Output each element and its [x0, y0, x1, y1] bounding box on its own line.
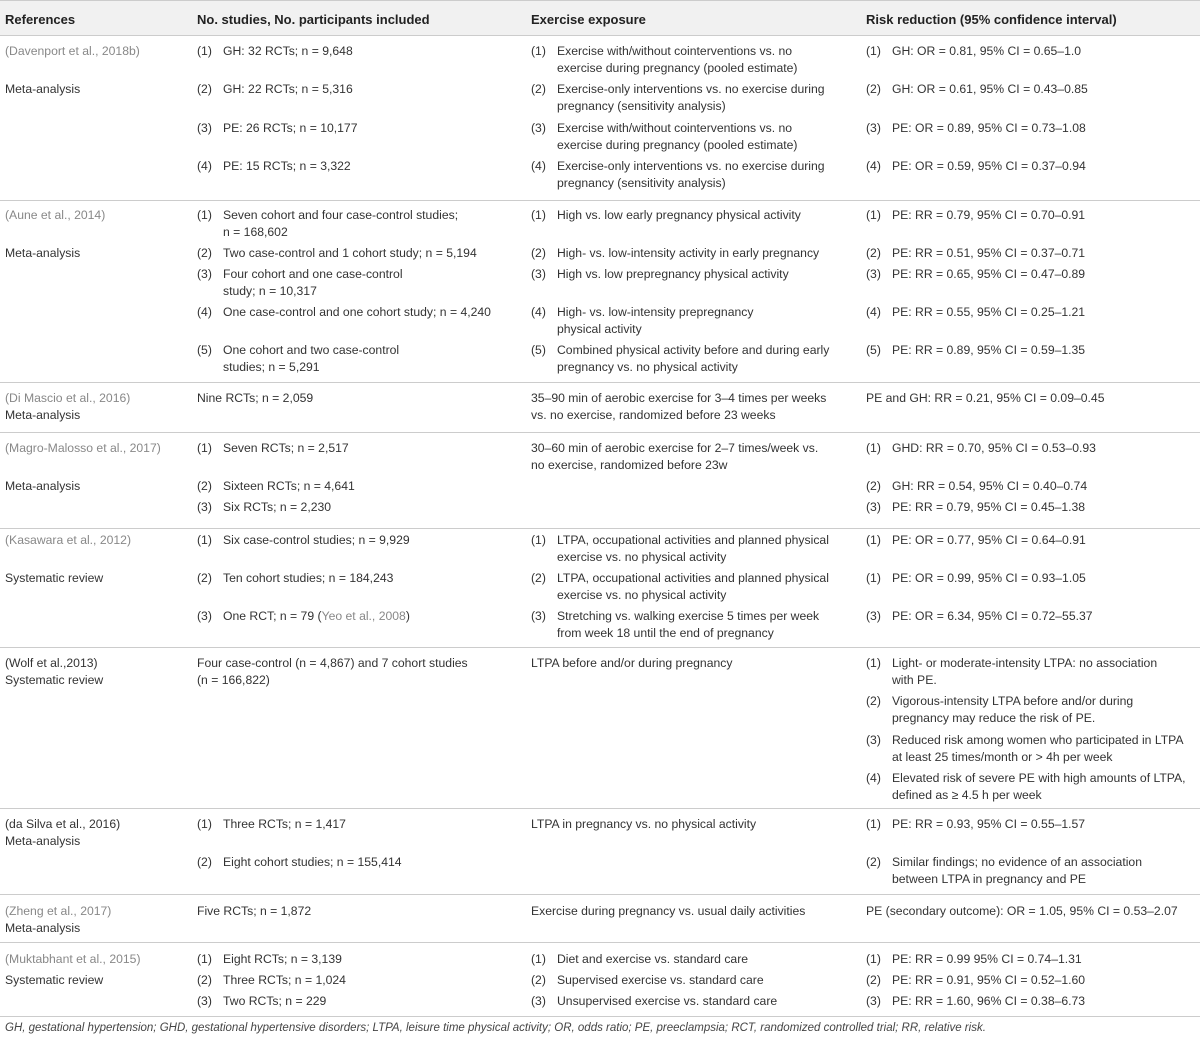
- risk-item: (4) PE: RR = 0.55, 95% CI = 0.25–1.21: [866, 305, 1086, 319]
- table-row: [0, 201, 1200, 383]
- exposure-item: (5) Combined physical activity before and during early pregnancy vs. no physical activity: [531, 343, 830, 374]
- study-type: Systematic review: [5, 973, 104, 987]
- studies-item: (1) Three RCTs; n = 1,417: [197, 817, 346, 831]
- risk-item: (2) Similar findings; no evidence of an association between LTPA in pregnancy and PE: [866, 855, 1142, 886]
- risk-item: (2) Vigorous-intensity LTPA before and/or during pregnancy may reduce the risk of PE.: [866, 694, 1134, 725]
- risk-item: PE (secondary outcome): OR = 1.05, 95% CI = 0.53–2.07: [866, 904, 1178, 918]
- study-type: Meta-analysis: [5, 921, 81, 935]
- studies-item: (1) Eight RCTs; n = 3,139: [197, 952, 342, 966]
- studies-item: (4) PE: 15 RCTs; n = 3,322: [197, 159, 351, 173]
- studies-item: (5) One cohort and two case-control studies; n = 5,291: [197, 343, 400, 374]
- risk-item: (3) PE: RR = 0.65, 95% CI = 0.47–0.89: [866, 267, 1086, 281]
- exposure-item: (3) Stretching vs. walking exercise 5 times per week from week 18 until the end of pregnancy: [531, 609, 820, 640]
- risk-item: (2) PE: RR = 0.91, 95% CI = 0.52–1.60: [866, 973, 1086, 987]
- risk-item: (3) PE: OR = 6.34, 95% CI = 0.72–55.37: [866, 609, 1093, 623]
- table-footnote: GH, gestational hypertension; GHD, gestational hypertensive disorders; LTPA, leisure time physical activity; OR, odds ratio; PE, preeclampsia; RCT, randomized controlled trial; RR, relative risk.: [5, 1022, 986, 1034]
- reference-link[interactable]: (Zheng et al., 2017): [5, 904, 112, 918]
- studies-item: (1) Seven RCTs; n = 2,517: [197, 441, 349, 455]
- risk-item: (3) Reduced risk among women who participated in LTPA at least 25 times/month or > 4h per week: [866, 733, 1184, 764]
- studies-item: (2) Sixteen RCTs; n = 4,641: [197, 479, 355, 493]
- reference-link[interactable]: (Kasawara et al., 2012): [5, 533, 132, 547]
- studies-item: (1) Seven cohort and four case-control studies; n = 168,602: [197, 208, 459, 239]
- study-type: Meta-analysis: [5, 246, 81, 260]
- table-header: [0, 0, 1200, 36]
- study-type: Systematic review: [5, 571, 104, 585]
- risk-item: (2) PE: RR = 0.51, 95% CI = 0.37–0.71: [866, 246, 1086, 260]
- studies-item: (3) Six RCTs; n = 2,230: [197, 500, 332, 514]
- exposure-item: LTPA before and/or during pregnancy: [531, 656, 733, 670]
- studies-item: (3) One RCT; n = 79 (Yeo et al., 2008): [197, 609, 410, 623]
- table-row: [0, 36, 1200, 201]
- reference-link[interactable]: Yeo et al., 2008: [321, 609, 406, 623]
- risk-item: (1) PE: RR = 0.99 95% CI = 0.74–1.31: [866, 952, 1082, 966]
- studies-item: (3) Four cohort and one case-control study; n = 10,317: [197, 267, 403, 298]
- reference-text: (da Silva et al., 2016): [5, 817, 121, 831]
- risk-item: (5) PE: RR = 0.89, 95% CI = 0.59–1.35: [866, 343, 1086, 357]
- exposure-item: (2) Supervised exercise vs. standard care: [531, 973, 764, 987]
- table-row: [0, 433, 1200, 529]
- reference-link[interactable]: (Davenport et al., 2018b): [5, 44, 140, 58]
- risk-item: (3) PE: RR = 0.79, 95% CI = 0.45–1.38: [866, 500, 1086, 514]
- risk-item: (3) PE: RR = 1.60, 96% CI = 0.38–6.73: [866, 994, 1086, 1008]
- risk-item: (1) GHD: RR = 0.70, 95% CI = 0.53–0.93: [866, 441, 1096, 455]
- study-type: Meta-analysis: [5, 82, 81, 96]
- risk-item: (4) PE: OR = 0.59, 95% CI = 0.37–0.94: [866, 159, 1086, 173]
- study-type: Meta-analysis: [5, 408, 81, 422]
- studies-item: (2) Ten cohort studies; n = 184,243: [197, 571, 394, 585]
- reference-link[interactable]: (Magro-Malosso et al., 2017): [5, 441, 161, 455]
- risk-item: (1) PE: OR = 0.77, 95% CI = 0.64–0.91: [866, 533, 1086, 547]
- studies-item: (2) Three RCTs; n = 1,024: [197, 973, 346, 987]
- header-risk: Risk reduction (95% confidence interval): [866, 12, 1117, 27]
- exposure-item: (4) High- vs. low-intensity prepregnancy physical activity: [531, 305, 754, 336]
- exposure-item: (2) Exercise-only interventions vs. no exercise during pregnancy (sensitivity analysis): [531, 82, 825, 113]
- table-row: [0, 383, 1200, 433]
- exposure-item: (1) Diet and exercise vs. standard care: [531, 952, 749, 966]
- exposure-item: (2) High- vs. low-intensity activity in early pregnancy: [531, 246, 820, 260]
- table-row: [0, 943, 1200, 1017]
- risk-item: (1) PE: RR = 0.93, 95% CI = 0.55–1.57: [866, 817, 1086, 831]
- header-references: References: [5, 12, 76, 27]
- header-studies: No. studies, No. participants included: [197, 12, 430, 27]
- exposure-item: (1) Exercise with/without cointerventions vs. no exercise during pregnancy (pooled estimate): [531, 44, 798, 75]
- risk-item: (1) PE: RR = 0.79, 95% CI = 0.70–0.91: [866, 208, 1086, 222]
- studies-item: (1) GH: 32 RCTs; n = 9,648: [197, 44, 353, 58]
- studies-item: (2) GH: 22 RCTs; n = 5,316: [197, 82, 353, 96]
- studies-item: Four case-control (n = 4,867) and 7 cohort studies (n = 166,822): [197, 656, 468, 687]
- exposure-item: (2) LTPA, occupational activities and planned physical exercise vs. no physical activity: [531, 571, 829, 602]
- risk-item: (1) PE: OR = 0.99, 95% CI = 0.93–1.05: [866, 571, 1086, 585]
- studies-item: (3) PE: 26 RCTs; n = 10,177: [197, 121, 358, 135]
- risk-item: (3) PE: OR = 0.89, 95% CI = 0.73–1.08: [866, 121, 1086, 135]
- studies-item: (2) Two case-control and 1 cohort study; n = 5,194: [197, 246, 477, 260]
- exposure-item: (1) LTPA, occupational activities and planned physical exercise vs. no physical activity: [531, 533, 829, 564]
- studies-item: (4) One case-control and one cohort study; n = 4,240: [197, 305, 491, 319]
- exposure-item: (3) Unsupervised exercise vs. standard care: [531, 994, 778, 1008]
- exposure-item: (1) High vs. low early pregnancy physical activity: [531, 208, 801, 222]
- table-row: [0, 529, 1200, 648]
- studies-item: (1) Six case-control studies; n = 9,929: [197, 533, 410, 547]
- exposure-item: Exercise during pregnancy vs. usual daily activities: [531, 904, 806, 918]
- table-row: [0, 809, 1200, 895]
- studies-item: Five RCTs; n = 1,872: [197, 904, 312, 918]
- exposure-item: 30–60 min of aerobic exercise for 2–7 times/week vs. no exercise, randomized before 23w: [531, 441, 819, 472]
- studies-item: Nine RCTs; n = 2,059: [197, 391, 314, 405]
- study-type: Systematic review: [5, 673, 104, 687]
- reference-link[interactable]: (Di Mascio et al., 2016): [5, 391, 131, 405]
- risk-item: (2) GH: OR = 0.61, 95% CI = 0.43–0.85: [866, 82, 1088, 96]
- header-exposure: Exercise exposure: [531, 12, 646, 27]
- study-type: Meta-analysis: [5, 834, 81, 848]
- exposure-item: 35–90 min of aerobic exercise for 3–4 times per weeks vs. no exercise, randomized before 23 weeks: [531, 391, 827, 422]
- reference-link[interactable]: (Muktabhant et al., 2015): [5, 952, 141, 966]
- risk-item: (1) Light- or moderate-intensity LTPA: no association with PE.: [866, 656, 1158, 687]
- risk-item: (4) Elevated risk of severe PE with high amounts of LTPA, defined as ≥ 4.5 h per week: [866, 771, 1186, 802]
- risk-item: (1) GH: OR = 0.81, 95% CI = 0.65–1.0: [866, 44, 1082, 58]
- studies-item: (3) Two RCTs; n = 229: [197, 994, 327, 1008]
- reference-text: (Wolf et al.,2013): [5, 656, 98, 670]
- exposure-item: LTPA in pregnancy vs. no physical activity: [531, 817, 757, 831]
- exposure-item: (4) Exercise-only interventions vs. no exercise during pregnancy (sensitivity analysis): [531, 159, 825, 190]
- exposure-item: (3) Exercise with/without cointerventions vs. no exercise during pregnancy (pooled estimate): [531, 121, 798, 152]
- exposure-item: (3) High vs. low prepregnancy physical activity: [531, 267, 789, 281]
- studies-item: (2) Eight cohort studies; n = 155,414: [197, 855, 402, 869]
- table-row: [0, 648, 1200, 809]
- study-type: Meta-analysis: [5, 479, 81, 493]
- risk-item: (2) GH: RR = 0.54, 95% CI = 0.40–0.74: [866, 479, 1088, 493]
- reference-link[interactable]: (Aune et al., 2014): [5, 208, 106, 222]
- risk-item: PE and GH: RR = 0.21, 95% CI = 0.09–0.45: [866, 391, 1105, 405]
- table-row: [0, 895, 1200, 943]
